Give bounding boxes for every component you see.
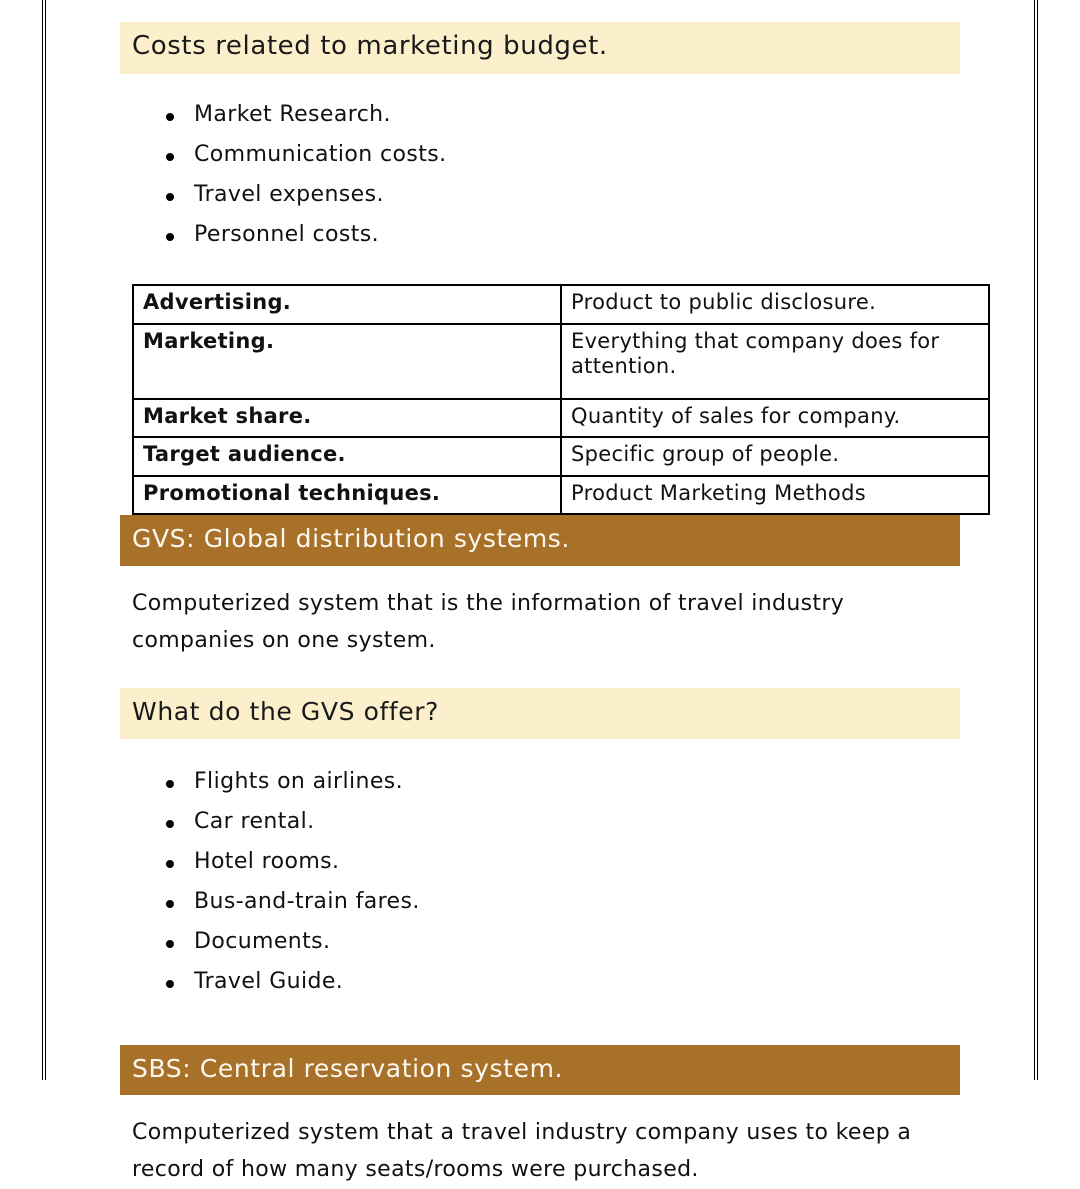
table-cell-definition: Quantity of sales for company. <box>561 399 989 438</box>
right-margin-rule <box>1034 0 1038 1080</box>
definitions-table <box>132 284 990 515</box>
table-cell-definition: Everything that company does for attention. <box>561 324 989 399</box>
sbs-heading: SBS: Central reservation system. <box>120 1045 960 1096</box>
table-cell-term: Promotional techniques. <box>133 476 561 515</box>
table-cell-term: Marketing. <box>133 324 561 399</box>
spacer <box>120 264 960 284</box>
list-item: Travel Guide. <box>120 971 960 993</box>
document-page <box>120 0 960 1189</box>
table-cell-term: Target audience. <box>133 437 561 476</box>
spacer <box>120 660 960 688</box>
list-item: Car rental. <box>120 811 960 833</box>
costs-bullet-list <box>120 101 960 247</box>
gvs-offer-bullet-list <box>120 768 960 994</box>
table-cell-definition: Product to public disclosure. <box>561 285 989 324</box>
table-row <box>133 476 989 515</box>
table-row <box>133 285 989 324</box>
table-cell-definition: Specific group of people. <box>561 437 989 476</box>
sbs-body-text: Computerized system that a travel industry company uses to keep a record of how many seats/rooms were purchased. <box>132 1120 912 1183</box>
table-row <box>133 437 989 476</box>
gvs-heading: GVS: Global distribution systems. <box>120 515 960 566</box>
list-item: Flights on airlines. <box>120 771 960 793</box>
list-item: Travel expenses. <box>120 184 960 206</box>
spacer <box>120 1011 960 1045</box>
list-item: Hotel rooms. <box>120 851 960 873</box>
table-cell-term: Advertising. <box>133 285 561 324</box>
costs-heading: Costs related to marketing budget. <box>120 22 960 74</box>
table-row <box>133 399 989 438</box>
list-item: Bus-and-train fares. <box>120 891 960 913</box>
gvs-offer-heading: What do the GVS offer? <box>120 688 960 739</box>
list-item: Market Research. <box>120 104 960 126</box>
table-row <box>133 324 989 399</box>
list-item: Documents. <box>120 931 960 953</box>
left-margin-rule <box>42 0 46 1080</box>
list-item: Communication costs. <box>120 144 960 166</box>
table-cell-definition: Product Marketing Methods <box>561 476 989 515</box>
gvs-body-text: Computerized system that is the information of travel industry companies on one system. <box>132 591 845 654</box>
table-cell-term: Market share. <box>133 399 561 438</box>
list-item: Personnel costs. <box>120 224 960 246</box>
